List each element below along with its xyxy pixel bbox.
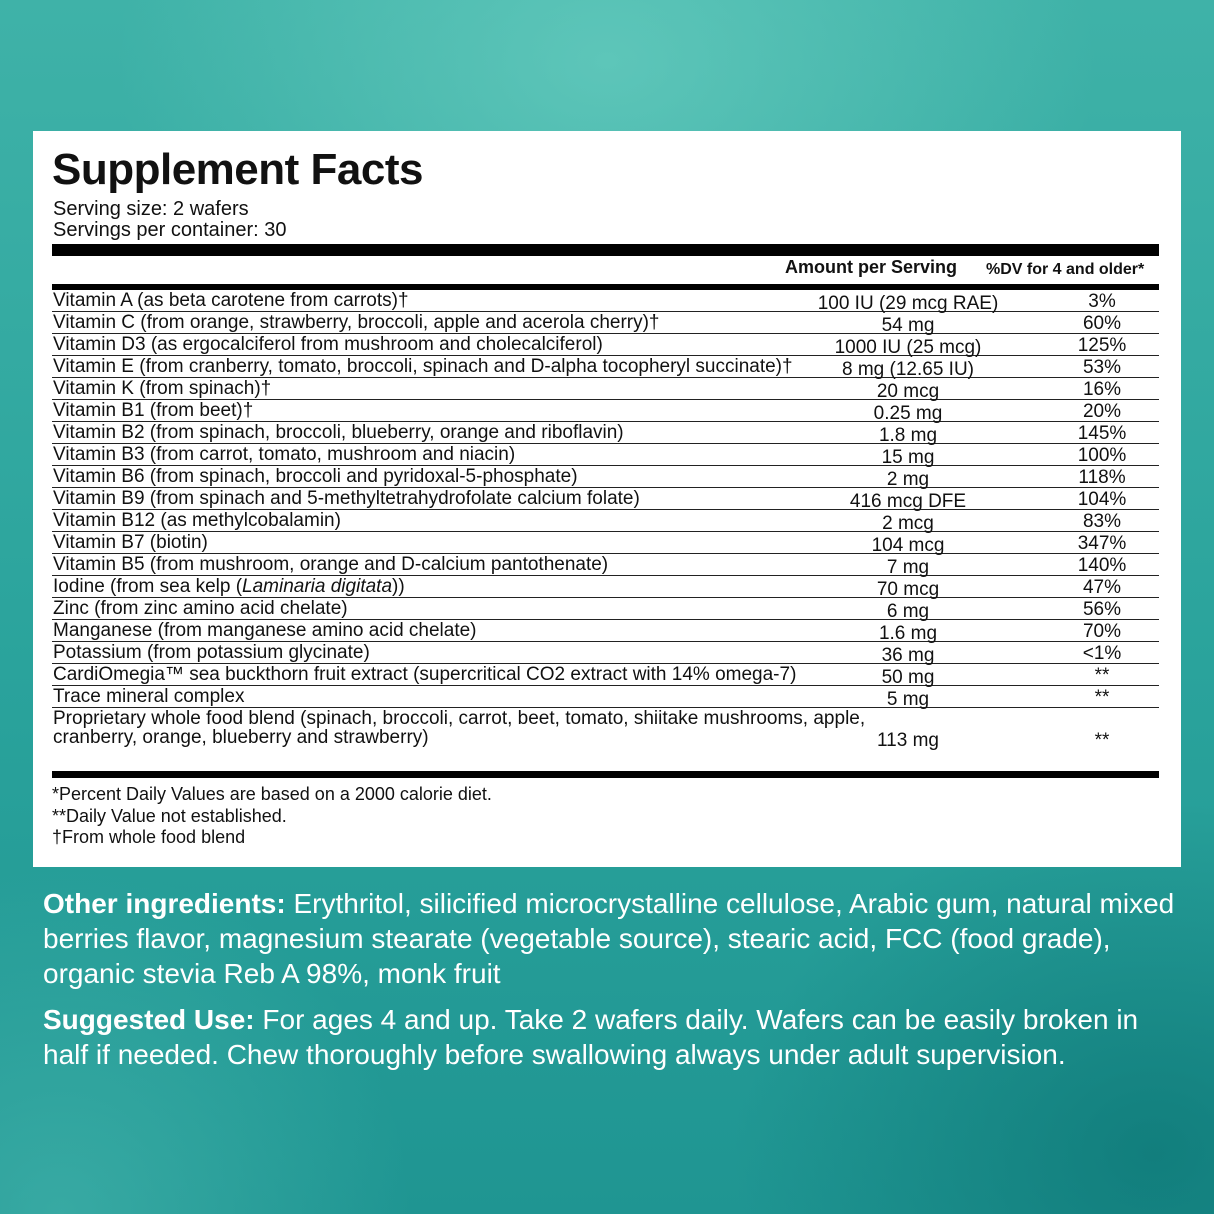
nutrient-name: Vitamin C (from orange, strawberry, broccoli, apple and acerola cherry)† <box>53 312 660 333</box>
nutrient-name: Vitamin B12 (as methylcobalamin) <box>53 510 341 531</box>
nutrient-name: Vitamin E (from cranberry, tomato, broccoli, spinach and D-alpha tocopheryl succinate)† <box>53 356 793 377</box>
nutrient-dv: ** <box>1094 730 1110 751</box>
nutrient-dv: <1% <box>1082 643 1122 664</box>
nutrient-dv: 20% <box>1082 401 1122 422</box>
nutrient-name: Vitamin B6 (from spinach, broccoli and pyridoxal-5-phosphate) <box>53 466 578 487</box>
header-amount: Amount per Serving <box>785 257 958 277</box>
table-row <box>52 378 1159 400</box>
table-row <box>52 334 1159 356</box>
header-dv: %DV for 4 and older* <box>986 261 1145 278</box>
nutrient-name: Trace mineral complex <box>53 686 245 707</box>
nutrient-amount: 54 mg <box>881 315 935 336</box>
nutrient-name: Vitamin B5 (from mushroom, orange and D-calcium pantothenate) <box>53 554 609 575</box>
serving-size: Serving size: 2 wafers <box>53 198 249 220</box>
divider-thick-bottom <box>52 771 1159 778</box>
nutrient-name: Potassium (from potassium glycinate) <box>53 642 370 663</box>
table-row <box>52 510 1159 532</box>
nutrient-name: Proprietary whole food blend (spinach, broccoli, carrot, beet, tomato, shiitake mushrooms, apple, cranberry, orange, blueberry and strawberry) <box>53 708 866 748</box>
nutrient-dv: 60% <box>1082 313 1122 334</box>
nutrient-name: Manganese (from manganese amino acid chelate) <box>53 620 477 641</box>
suggested-use-label: Suggested Use: <box>43 1004 255 1035</box>
other-ingredients-label: Other ingredients: <box>43 888 286 919</box>
nutrient-name: Vitamin B9 (from spinach and 5-methyltetrahydrofolate calcium folate) <box>53 488 640 509</box>
nutrient-name: Vitamin D3 (as ergocalciferol from mushroom and cholecalciferol) <box>53 334 603 355</box>
suggested-use-text: For ages 4 and up. Take 2 wafers daily. Wafers can be easily broken in half if needed. Chew thoroughly before swallowing always under adult supervision. <box>43 1004 1139 1070</box>
nutrient-amount: 15 mg <box>881 447 935 468</box>
table-row <box>52 488 1159 510</box>
nutrient-amount: 7 mg <box>886 557 930 578</box>
nutrient-dv: ** <box>1094 687 1110 708</box>
nutrient-amount: 50 mg <box>881 667 935 688</box>
nutrient-name-suffix: )) <box>392 576 405 597</box>
nutrient-name: Vitamin B2 (from spinach, broccoli, blueberry, orange and riboflavin) <box>53 422 624 443</box>
nutrient-dv: 118% <box>1078 467 1126 488</box>
table-row <box>52 444 1159 466</box>
nutrient-dv: 53% <box>1082 357 1122 378</box>
table-row <box>52 356 1159 378</box>
nutrient-name: Vitamin A (as beta carotene from carrots)† <box>53 290 409 311</box>
nutrient-amount: 5 mg <box>886 689 930 710</box>
nutrient-dv: 347% <box>1077 533 1127 554</box>
nutrient-table <box>52 290 1159 752</box>
footnotes <box>52 784 492 849</box>
nutrient-amount: 1000 IU (25 mcg) <box>834 337 982 358</box>
nutrient-name: CardiOmegia™ sea buckthorn fruit extract (supercritical CO2 extract with 14% omega-7) <box>53 664 797 685</box>
nutrient-dv: 83% <box>1082 511 1122 532</box>
nutrient-amount: 8 mg (12.65 IU) <box>842 359 974 380</box>
table-row <box>52 290 1159 312</box>
table-row <box>52 422 1159 444</box>
table-row <box>52 400 1159 422</box>
nutrient-amount: 416 mcg DFE <box>849 491 967 512</box>
nutrient-amount: 100 IU (29 mcg RAE) <box>817 293 999 314</box>
nutrient-dv: 16% <box>1082 379 1122 400</box>
nutrient-amount: 104 mcg <box>871 535 945 556</box>
supplement-facts-panel <box>33 131 1181 867</box>
table-row <box>52 708 1159 752</box>
nutrient-amount: 113 mg <box>877 730 939 751</box>
table-row <box>52 576 1159 598</box>
nutrient-name: Vitamin B1 (from beet)† <box>53 400 254 421</box>
nutrient-amount: 6 mg <box>886 601 930 622</box>
table-row <box>52 598 1159 620</box>
nutrient-dv: 70% <box>1082 621 1122 642</box>
table-row <box>52 642 1159 664</box>
table-row <box>52 532 1159 554</box>
other-ingredients <box>43 886 1183 991</box>
nutrient-amount: 2 mg <box>886 469 930 490</box>
nutrient-dv: 100% <box>1077 445 1127 466</box>
nutrient-dv: 125% <box>1077 335 1127 356</box>
nutrient-name: Vitamin K (from spinach)† <box>53 378 272 399</box>
nutrient-amount: 70 mcg <box>876 579 940 600</box>
footnote-whole-food: †From whole food blend <box>52 827 246 847</box>
table-row <box>52 620 1159 642</box>
nutrient-dv: 140% <box>1077 555 1127 576</box>
nutrient-amount: 0.25 mg <box>873 403 943 424</box>
table-row <box>52 312 1159 334</box>
table-row <box>52 686 1159 708</box>
nutrient-name <box>53 577 405 596</box>
table-row <box>52 554 1159 576</box>
nutrient-amount: 2 mcg <box>882 513 934 534</box>
footnote-dv: *Percent Daily Values are based on a 2000 calorie diet. <box>52 784 492 804</box>
nutrient-name-prefix: Iodine (from sea kelp ( <box>53 576 243 597</box>
panel-title: Supplement Facts <box>52 145 423 194</box>
footnote-not-established: **Daily Value not established. <box>52 805 287 826</box>
nutrient-amount: 20 mcg <box>876 381 940 402</box>
nutrient-dv: ** <box>1094 665 1110 686</box>
nutrient-amount: 36 mg <box>881 645 935 666</box>
nutrient-name: Zinc (from zinc amino acid chelate) <box>53 598 348 619</box>
nutrient-name: Vitamin B3 (from carrot, tomato, mushroom and niacin) <box>53 444 516 465</box>
divider-thick-top <box>52 244 1159 256</box>
table-row <box>52 664 1159 686</box>
nutrient-dv: 47% <box>1082 577 1122 598</box>
nutrient-dv: 104% <box>1077 489 1127 510</box>
serving-info <box>53 199 286 241</box>
nutrient-amount: 1.8 mg <box>878 425 938 446</box>
suggested-use <box>43 1002 1183 1072</box>
nutrient-name: Vitamin B7 (biotin) <box>53 532 208 553</box>
nutrient-amount: 1.6 mg <box>878 623 938 644</box>
table-row <box>52 466 1159 488</box>
nutrient-name-latin: Laminaria digitata <box>242 576 393 597</box>
nutrient-dv: 3% <box>1088 291 1116 312</box>
other-ingredients-text: Erythritol, silicified microcrystalline cellulose, Arabic gum, natural mixed berries flavor, magnesium stearate (vegetable source), stearic acid, FCC (food grade), organic stevia Reb A 98%, monk fruit <box>43 888 1175 989</box>
nutrient-dv: 145% <box>1077 423 1127 444</box>
nutrient-dv: 56% <box>1082 599 1122 620</box>
servings-per-container: Servings per container: 30 <box>53 219 287 241</box>
